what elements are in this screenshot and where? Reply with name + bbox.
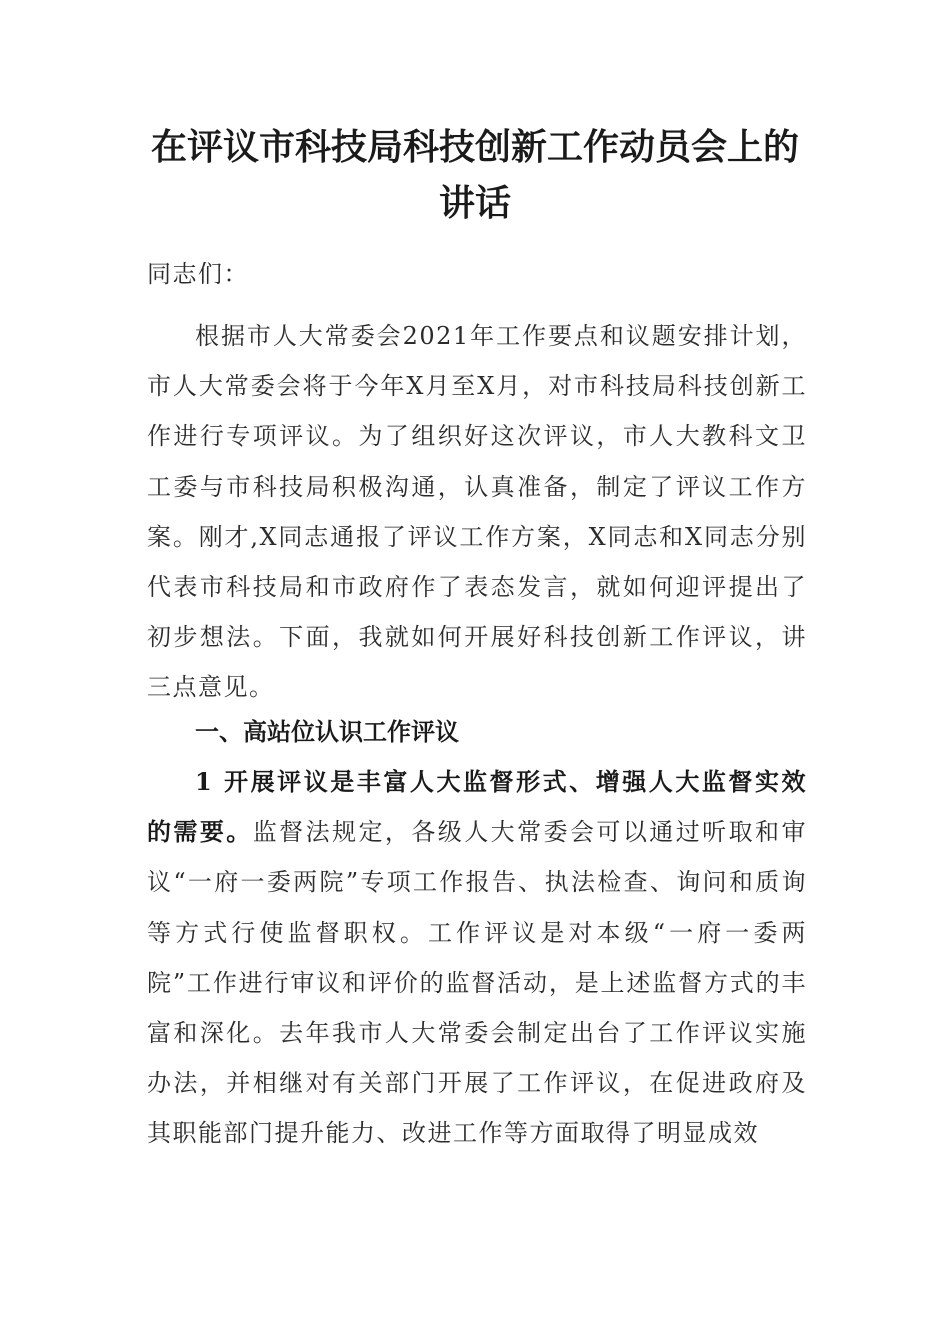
paragraph-point-1 bbox=[147, 757, 807, 1159]
document-title: 在评议市科技局科技创新工作动员会上的讲话 bbox=[150, 127, 799, 224]
section-heading-1: 一、高站位认识工作评议 bbox=[195, 718, 459, 746]
paragraph-intro: 根据市人大常委会2021年工作要点和议题安排计划，市人大常委会将于今年X月至X月，对市科技局科技创新工作进行专项评议。为了组织好这次评议，市人大教科文卫工委与市科技局积极沟通，认真准备，制定了评议工作方案。刚才,X同志通报了评议工作方案，X同志和X同志分别代表市科技局和市政府作了表态发言，就如何迎评提出了初步想法。下面，我就如何开展好科技创新工作评议，讲三点意见。 bbox=[147, 322, 807, 702]
greeting: 同志们： bbox=[147, 260, 249, 288]
point-1-lead: 1 开展评议是丰富人大监督形式、增强人大监督实效的需要。 bbox=[147, 767, 807, 847]
point-1-body: 监督法规定，各级人大常委会可以通过听取和审议“一府一委两院”专项工作报告、执法检查、询问和质询等方式行使监督职权。工作评议是对本级“一府一委两院”工作进行审议和评价的监督活动，是上述监督方式的丰富和深化。去年我市人大常委会制定出台了工作评议实施办法，并相继对有关部门开展了工作评议，在促进政府及其职能部门提升能力、改进工作等方面取得了明显成效 bbox=[147, 818, 807, 1148]
